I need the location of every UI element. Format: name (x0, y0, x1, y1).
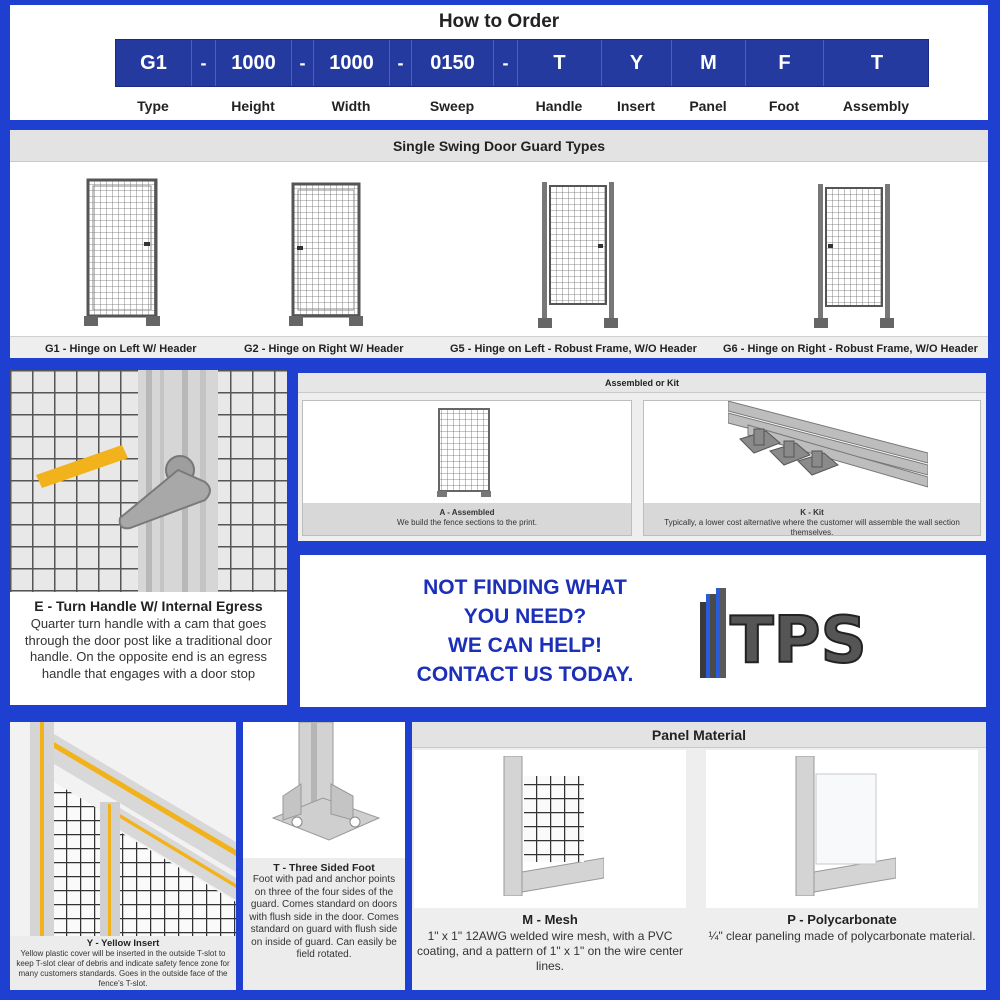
code-height: 1000 (216, 40, 292, 86)
panel-material-panel (412, 722, 986, 990)
kit-caption (644, 503, 980, 535)
how-to-order-panel (10, 5, 988, 120)
code-separator: - (292, 40, 314, 86)
door-g1-illustration (82, 178, 162, 330)
code-insert: Y (602, 40, 672, 86)
door-types-title: Single Swing Door Guard Types (10, 130, 988, 162)
code-width: 1000 (314, 40, 390, 86)
code-separator: - (390, 40, 412, 86)
assembled-card (302, 400, 632, 536)
code-sweep: 0150 (412, 40, 494, 86)
contact-line-3: WE CAN HELP! (448, 634, 602, 657)
code-separator: - (192, 40, 216, 86)
code-handle: T (518, 40, 602, 86)
assembled-caption (303, 503, 631, 535)
panel-material-title: Panel Material (412, 722, 986, 748)
label-width: Width (331, 98, 371, 114)
contact-panel (300, 555, 986, 707)
three-sided-foot-panel (243, 722, 405, 990)
label-panel: Panel (689, 98, 727, 114)
yellow-insert-title: Y - Yellow Insert (86, 938, 160, 949)
code-panel: M (672, 40, 746, 86)
polycarbonate-title: P - Polycarbonate (787, 912, 897, 927)
assembled-or-kit-title: Assembled or Kit (298, 373, 986, 393)
label-handle: Handle (535, 98, 583, 114)
three-sided-foot-description: Foot with pad and anchor points on three of the four sides of the guard. Comes standard on doors with flush side in the door. Comes standard on guard with flush side on inside of guard. Can easily be field rotated. (249, 874, 399, 960)
yellow-insert-panel (10, 722, 236, 990)
tps-logo (698, 588, 868, 678)
kit-card (643, 400, 981, 536)
contact-message[interactable] (330, 573, 720, 689)
assembled-or-kit-panel (298, 373, 986, 541)
order-code-bar (115, 39, 929, 87)
polycarbonate-description: ¼" clear paneling made of polycarbonate material. (708, 929, 976, 943)
yellow-insert-photo (10, 722, 236, 936)
assembled-title: A - Assembled (439, 508, 495, 517)
tps-logo-text: TPS (730, 604, 867, 678)
label-insert: Insert (616, 98, 656, 114)
three-sided-foot-title: T - Three Sided Foot (273, 862, 375, 874)
contact-line-4: CONTACT US TODAY. (416, 663, 634, 686)
assembled-fence-illustration (435, 407, 495, 499)
code-assembly: T (870, 51, 884, 74)
kit-title: K - Kit (800, 508, 824, 517)
assembled-description: We build the fence sections to the print. (397, 518, 537, 527)
three-sided-foot-caption (243, 858, 405, 990)
yellow-insert-caption (10, 936, 236, 990)
label-sweep: Sweep (429, 98, 475, 114)
kit-description: Typically, a lower cost alternative where the customer will assemble the wall section themselves. (664, 518, 960, 537)
turn-handle-title: E - Turn Handle W/ Internal Egress (34, 598, 263, 614)
polycarbonate-panel-illustration (786, 756, 896, 896)
label-assembly: Assembly (842, 98, 910, 114)
code-type: G1 (116, 40, 192, 86)
how-to-order-title: How to Order (438, 11, 560, 32)
mesh-panel-illustration (494, 756, 604, 896)
door-g6-label: G6 - Hinge on Right - Robust Frame, W/O Header (723, 343, 978, 355)
label-foot: Foot (768, 98, 800, 114)
door-g5-illustration (538, 180, 618, 330)
label-height: Height (231, 98, 275, 114)
door-g6-illustration (814, 182, 894, 330)
turn-handle-description: Quarter turn handle with a cam that goes through the door post like a traditional door handle. On the opposite end is an egress handle that engages with a door stop (24, 616, 273, 681)
turn-handle-panel (10, 370, 287, 705)
code-separator: - (494, 40, 518, 86)
contact-line-2: YOU NEED? (463, 605, 587, 628)
door-types-panel (10, 130, 988, 358)
turn-handle-photo (10, 370, 287, 592)
polycarbonate-card (706, 750, 978, 908)
mesh-caption (414, 912, 686, 974)
polycarbonate-caption (706, 912, 978, 944)
code-foot: F (746, 40, 824, 86)
mesh-description: 1" x 1" 12AWG welded wire mesh, with a PVC coating, and a pattern of 1" x 1" on the wire center lines. (416, 929, 683, 973)
label-type: Type (137, 98, 169, 114)
door-g2-illustration (288, 182, 364, 330)
three-sided-foot-photo (243, 722, 405, 856)
door-g2-label: G2 - Hinge on Right W/ Header (244, 343, 404, 355)
yellow-insert-description: Yellow plastic cover will be inserted in the outside T-slot to keep T-slot clear of debris and indicate safety fence zone for many customers standards. Goes in the outside face of the fence's T-slot. (16, 949, 230, 988)
door-g1-label: G1 - Hinge on Left W/ Header (45, 343, 197, 355)
kit-parts-illustration (728, 401, 928, 497)
door-g5-label: G5 - Hinge on Left - Robust Frame, W/O Header (450, 343, 697, 355)
mesh-title: M - Mesh (522, 912, 578, 927)
mesh-card (414, 750, 686, 908)
contact-line-1: NOT FINDING WHAT (423, 576, 627, 599)
